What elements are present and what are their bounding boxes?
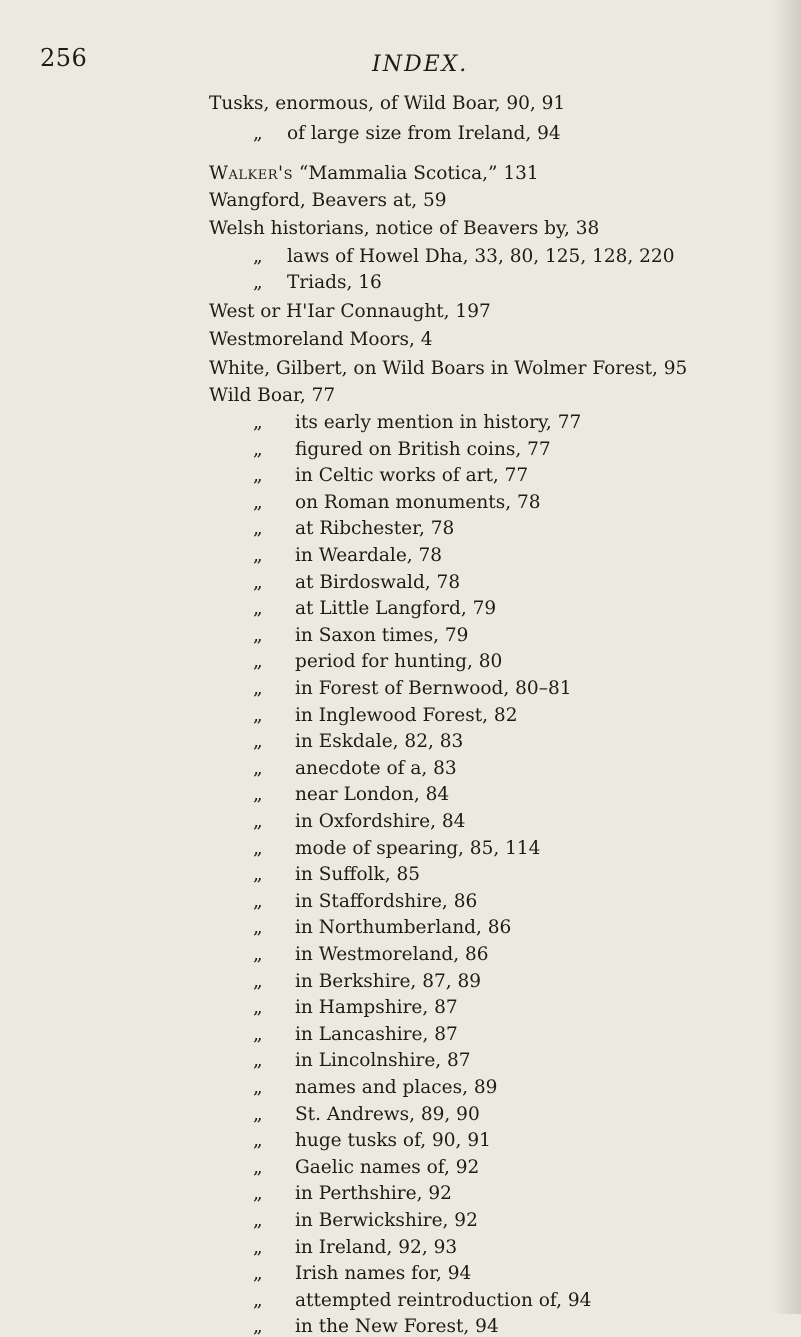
entry-text: period for hunting, 80: [295, 651, 503, 673]
ditto-mark: „: [253, 1050, 263, 1072]
ditto-mark: „: [253, 412, 263, 433]
index-entry: [253, 1265, 471, 1284]
entry-text: laws of Howel Dha, 33, 80, 125, 128, 220: [287, 246, 675, 267]
running-head: INDEX.: [372, 52, 469, 77]
entry-text: in Celtic works of art, 77: [295, 465, 529, 487]
index-entry: [253, 1236, 458, 1258]
entry-text: in Hampshire, 87: [295, 997, 458, 1019]
ditto-mark: „: [253, 811, 263, 832]
index-entry: [253, 653, 502, 672]
ditto-mark: „: [253, 837, 263, 859]
index-entry: [253, 970, 482, 992]
index-entry: [253, 1079, 497, 1098]
ditto-mark: „: [253, 1210, 263, 1231]
ditto-mark: „: [253, 624, 263, 646]
index-entry: [253, 571, 461, 593]
entry-text: at Ribchester, 78: [295, 518, 455, 540]
ditto-mark: „: [253, 545, 263, 566]
entry-text: in Berkshire, 87, 89: [295, 970, 482, 992]
index-entry: [253, 274, 382, 293]
ditto-mark: „: [253, 1156, 263, 1178]
index-entry: [253, 704, 518, 726]
entry-text: Wild Boar, 77: [209, 385, 336, 406]
ditto-mark: „: [253, 1316, 263, 1337]
entry-text: Tusks, enormous, of Wild Boar, 90, 91: [209, 93, 566, 114]
entry-text: in Saxon times, 79: [295, 624, 469, 646]
entry-text: in Eskdale, 82, 83: [295, 731, 464, 753]
index-entry: [253, 757, 457, 779]
index-entry: [253, 1103, 480, 1125]
entry-text: West or H'Iar Connaught, 197: [209, 301, 491, 322]
index-entry: [253, 866, 420, 885]
ditto-mark: „: [253, 864, 263, 886]
ditto-mark: „: [253, 757, 263, 779]
entry-text: Westmoreland Moors, 4: [209, 329, 433, 350]
index-entry: [209, 165, 539, 184]
entry-text: in Suffolk, 85: [295, 864, 421, 886]
index-entry: [209, 220, 599, 239]
index-entry: [253, 1289, 592, 1311]
entry-text: in Berwickshire, 92: [295, 1210, 478, 1231]
ditto-mark: „: [253, 784, 263, 806]
ditto-mark: „: [253, 704, 263, 726]
entry-text: huge tusks of, 90, 91: [295, 1130, 491, 1152]
ditto-mark: „: [253, 731, 263, 753]
entry-text: at Little Langford, 79: [295, 598, 497, 620]
index-entry: [253, 248, 674, 267]
ditto-mark: „: [253, 997, 263, 1019]
entry-text: in Westmoreland, 86: [295, 944, 489, 965]
ditto-mark: „: [253, 272, 263, 293]
index-entry: [253, 1212, 478, 1231]
ditto-mark: „: [253, 1077, 263, 1098]
ditto-mark: „: [253, 678, 263, 699]
entry-text: Irish names for, 94: [295, 1263, 472, 1285]
entry-text: in the New Forest, 94: [295, 1316, 499, 1337]
page-number: 256: [40, 44, 88, 72]
index-entry: [209, 192, 447, 211]
ditto-mark: „: [253, 1023, 263, 1045]
ditto-mark: „: [253, 1236, 263, 1258]
entry-text: Welsh historians, notice of Beavers by, 38: [209, 218, 600, 239]
entry-text: attempted reintroduction of, 94: [295, 1289, 592, 1311]
entry-text: in Inglewood Forest, 82: [295, 704, 518, 726]
index-entry: [253, 999, 458, 1018]
entry-text: White, Gilbert, on Wild Boars in Wolmer Forest, 95: [209, 358, 688, 379]
index-entry: [253, 680, 572, 699]
entry-text: figured on British coins, 77: [295, 438, 551, 460]
ditto-mark: „: [253, 438, 263, 460]
entry-text: in Ireland, 92, 93: [295, 1236, 458, 1258]
entry-text: in Perthshire, 92: [295, 1183, 452, 1205]
index-entry: [253, 125, 561, 144]
index-entry: [253, 547, 442, 566]
ditto-mark: „: [253, 917, 263, 939]
ditto-mark: „: [253, 465, 263, 487]
entry-text: Triads, 16: [287, 272, 382, 293]
entry-text: of large size from Ireland, 94: [287, 123, 561, 144]
ditto-mark: „: [253, 944, 263, 965]
ditto-mark: „: [253, 1263, 263, 1285]
entry-text: its early mention in history, 77: [295, 412, 582, 433]
index-entry: [253, 467, 528, 486]
entry-text: names and places, 89: [295, 1077, 498, 1098]
index-entry: [209, 387, 335, 406]
entry-text: Gaelic names of, 92: [295, 1156, 480, 1178]
index-entry: [253, 414, 581, 433]
index-entry: [253, 1156, 480, 1178]
index-entry: [209, 95, 565, 114]
index-entry: [253, 890, 478, 912]
ditto-mark: „: [253, 1289, 263, 1311]
ditto-mark: „: [253, 1103, 263, 1125]
entry-text: in Oxfordshire, 84: [295, 811, 466, 832]
entry-text: “Mammalia Scotica,” 131: [293, 163, 539, 184]
entry-text: Wangford, Beavers at, 59: [209, 190, 447, 211]
ditto-mark: „: [253, 123, 263, 144]
ditto-mark: „: [253, 571, 263, 593]
ditto-mark: „: [253, 1130, 263, 1152]
entry-smallcaps: Walker's: [209, 163, 294, 184]
index-entry: [253, 813, 465, 832]
ditto-mark: „: [253, 246, 263, 267]
index-entry: [253, 1023, 458, 1045]
entry-text: near London, 84: [295, 784, 450, 806]
index-entry: [253, 1132, 491, 1151]
ditto-mark: „: [253, 598, 263, 620]
ditto-mark: „: [253, 518, 263, 540]
ditto-mark: „: [253, 890, 263, 912]
index-entry: [253, 837, 541, 859]
entry-text: in Weardale, 78: [295, 545, 443, 566]
ditto-mark: „: [253, 970, 263, 992]
entry-text: on Roman monuments, 78: [295, 491, 541, 513]
entry-text: in Northumberland, 86: [295, 917, 512, 939]
ditto-mark: „: [253, 1183, 263, 1205]
entry-text: at Birdoswald, 78: [295, 571, 461, 593]
ditto-mark: „: [253, 651, 263, 673]
entry-text: St. Andrews, 89, 90: [295, 1103, 480, 1125]
index-entry: [253, 1185, 452, 1204]
entry-text: in Staffordshire, 86: [295, 890, 478, 912]
index-entry: [253, 520, 454, 539]
index-entry: [253, 786, 449, 805]
entry-text: in Forest of Bernwood, 80–81: [295, 678, 572, 699]
entry-text: in Lincolnshire, 87: [295, 1050, 471, 1072]
index-entry: [253, 946, 489, 965]
index-entry: [253, 1052, 471, 1071]
index-entry: [253, 919, 511, 938]
index-entry: [209, 331, 433, 350]
index-entry: [253, 600, 496, 619]
page-edge-shadow: [773, 0, 801, 1314]
entry-text: mode of spearing, 85, 114: [295, 837, 541, 859]
entry-text: anecdote of a, 83: [295, 757, 457, 779]
ditto-mark: „: [253, 491, 263, 513]
index-entry: [209, 360, 687, 379]
index-entry: [253, 1318, 499, 1337]
index-entry: [253, 624, 469, 646]
index-entry: [253, 491, 541, 513]
entry-text: in Lancashire, 87: [295, 1023, 458, 1045]
index-entry: [253, 733, 463, 752]
index-entry: [209, 303, 491, 322]
index-entry: [253, 438, 551, 460]
